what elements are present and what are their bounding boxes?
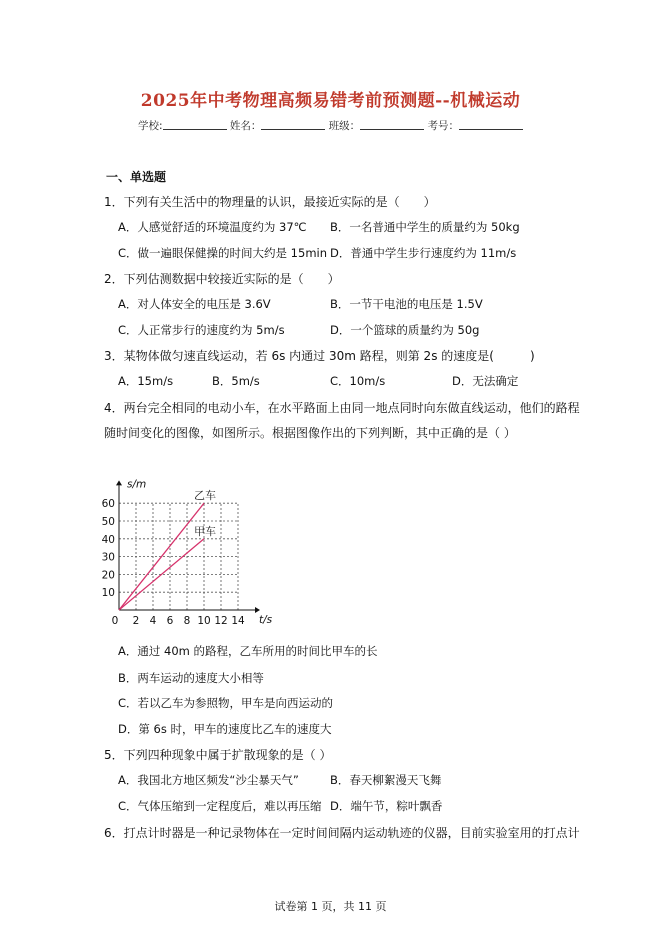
question-2-option-b: B．一节干电池的电压是 1.5V: [330, 297, 483, 311]
question-3-stem: 3．某物体做匀速直线运动，若 6s 内通过 30m 路程，则第 2s 的速度是( ): [104, 349, 535, 363]
y-tick-label-10: 10: [101, 587, 115, 600]
question-4-option-c: C．若以乙车为参照物，甲车是向西运动的: [118, 696, 334, 710]
x-tick-label-10: 10: [197, 615, 211, 627]
name-blank[interactable]: [261, 119, 325, 130]
student-info-line: [0, 118, 661, 133]
question-2-option-d: D．一个篮球的质量约为 50g: [330, 323, 480, 337]
question-4-stem-line-2: 随时间变化的图像，如图所示。根据图像作出的下列判断，其中正确的是（ ）: [104, 426, 516, 440]
school-blank[interactable]: [163, 119, 227, 130]
x-tick-label-12: 12: [214, 615, 228, 627]
distance-time-chart: [95, 448, 273, 633]
y-axis-arrow: [116, 480, 122, 485]
question-1-option-b: B．一名普通中学生的质量约为 50kg: [330, 220, 520, 234]
question-2-option-c: C．人正常步行的速度约为 5m/s: [118, 323, 285, 337]
question-4-option-a: A．通过 40m 的路程，乙车所用的时间比甲车的长: [118, 644, 378, 658]
x-axis-arrow: [255, 607, 260, 613]
number-label: 考号：: [427, 120, 460, 132]
x-tick-label-6: 6: [166, 615, 174, 627]
origin-label: 0: [111, 615, 119, 627]
y-tick-label-40: 40: [101, 533, 115, 546]
x-tick-label-4: 4: [149, 615, 157, 627]
question-3-option-c: C．10m/s: [330, 374, 386, 388]
y-tick-label-20: 20: [101, 569, 115, 582]
y-tick-label-60: 60: [101, 498, 115, 511]
question-5-stem: 5．下列四种现象中属于扩散现象的是（ ）: [104, 748, 332, 762]
question-1-option-a: A．人感觉舒适的环境温度约为 37℃: [118, 220, 307, 234]
y-tick-label-30: 30: [101, 551, 115, 564]
question-4-option-b: B．两车运动的速度大小相等: [118, 671, 264, 685]
question-5-option-c: C．气体压缩到一定程度后，难以再压缩: [118, 799, 322, 813]
x-axis-label: t/s: [259, 614, 273, 626]
page-title: 2025年中考物理高频易错考前预测题--机械运动: [140, 91, 521, 111]
y-tick-label-50: 50: [101, 516, 115, 528]
question-5-option-b: B．春天柳絮漫天飞舞: [330, 773, 442, 787]
question-3-option-b: B．5m/s: [212, 374, 260, 388]
question-2-option-a: A．对人体安全的电压是 3.6V: [118, 297, 271, 311]
x-tick-label-8: 8: [183, 615, 191, 627]
number-blank[interactable]: [459, 119, 523, 130]
question-2-stem: 2．下列估测数据中较接近实际的是（ ）: [104, 272, 340, 286]
question-5-option-a: A．我国北方地区频发“沙尘暴天气”: [118, 773, 299, 787]
school-label: 学校:: [137, 120, 163, 132]
x-tick-label-14: 14: [231, 615, 245, 627]
class-blank[interactable]: [360, 119, 424, 130]
x-tick-label-2: 2: [132, 615, 140, 627]
question-3-option-d: D．无法确定: [452, 374, 519, 388]
question-4-stem-line-1: 4．两台完全相同的电动小车，在水平路面上由同一地点同时向东做直线运动，他们的路程: [104, 401, 580, 415]
question-6-stem: 6．打点计时器是一种记录物体在一定时间间隔内运动轨迹的仪器，目前实验室用的打点计: [104, 826, 580, 840]
section-heading: 一、单选题: [106, 170, 167, 184]
class-label: 班级：: [328, 120, 361, 132]
chart-grid: [119, 503, 238, 610]
series-label-1: 乙车: [194, 489, 216, 503]
y-axis-label: s/m: [127, 478, 147, 491]
question-1-stem: 1．下列有关生活中的物理量的认识，最接近实际的是（ ）: [104, 195, 436, 209]
chart-labels: [127, 478, 273, 626]
series-label-2: 甲车: [194, 524, 216, 538]
question-1-option-c: C．做一遍眼保健操的时间大约是 15min: [118, 246, 328, 260]
question-5-option-d: D．端午节，粽叶飘香: [330, 799, 443, 813]
name-label: 姓名：: [229, 120, 262, 132]
chart-tick-labels: [102, 498, 245, 627]
page-footer: 试卷第 1 页，共 11 页: [274, 900, 387, 913]
question-4-option-d: D．第 6s 时，甲车的速度比乙车的速度大: [118, 722, 332, 736]
question-1-option-d: D．普通中学生步行速度约为 11m/s: [330, 246, 517, 260]
question-3-option-a: A．15m/s: [118, 374, 174, 388]
